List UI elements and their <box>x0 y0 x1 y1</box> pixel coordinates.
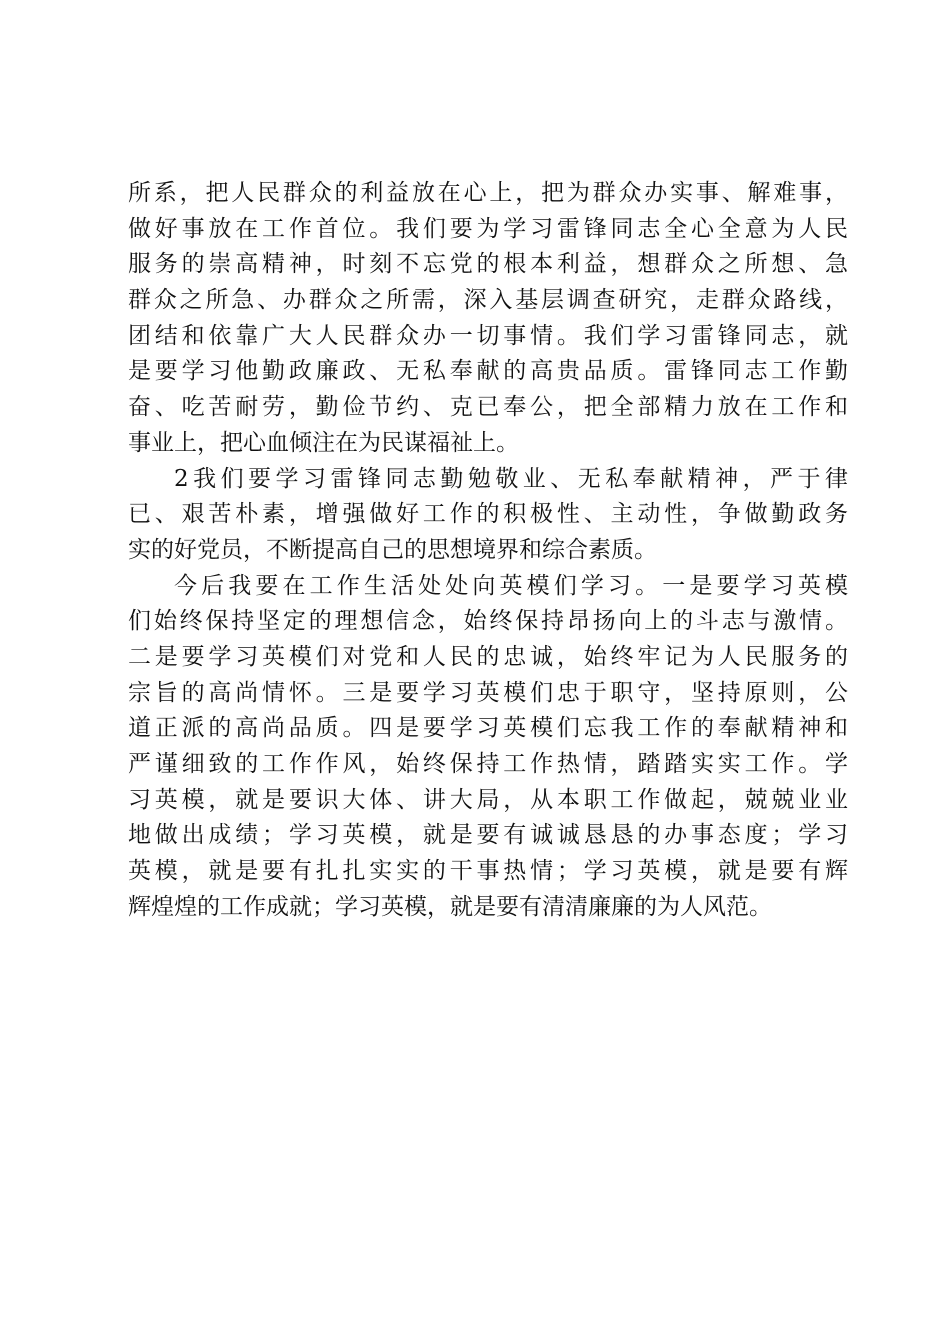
text-line: 2我们要学习雷锋同志勤勉敬业、无私奉献精神，严于律 <box>174 465 848 492</box>
text-line: 辉煌煌的工作成就；学习英模，就是要有清清廉廉的为人风范。 <box>128 893 772 920</box>
text-line: 道正派的高尚品质。四是要学习英模们忘我工作的奉献精神和 <box>128 715 848 742</box>
text-line: 团结和依靠广大人民群众办一切事情。我们学习雷锋同志，就 <box>128 322 848 349</box>
text-line: 奋、吃苦耐劳，勤俭节约、克已奉公，把全部精力放在工作和 <box>128 394 848 421</box>
text-line: 英模，就是要有扎扎实实的干事热情；学习英模，就是要有辉 <box>128 858 848 885</box>
text-line: 群众之所急、办群众之所需，深入基层调查研究，走群众路线， <box>128 287 848 314</box>
text-line: 严谨细致的工作作风，始终保持工作热情，踏踏实实工作。学 <box>128 751 848 777</box>
text-line: 宗旨的高尚情怀。三是要学习英模们忠于职守，坚持原则，公 <box>128 679 848 706</box>
text-line: 实的好党员，不断提高自己的思想境界和综合素质。 <box>128 536 657 563</box>
text-line: 事业上，把心血倾注在为民谋福祉上。 <box>128 429 519 456</box>
text-line: 今后我要在工作生活处处向英模们学习。一是要学习英模 <box>174 572 848 599</box>
text-line: 地做出成绩；学习英模，就是要有诚诚恳恳的办事态度；学习 <box>128 822 848 849</box>
text-line: 所系，把人民群众的利益放在心上，把为群众办实事、解难事， <box>128 180 848 206</box>
text-line: 二是要学习英模们对党和人民的忠诚，始终牢记为人民服务的 <box>128 643 848 670</box>
text-line: 们始终保持坚定的理想信念，始终保持昂扬向上的斗志与激情。 <box>128 608 848 635</box>
body-text <box>128 176 848 925</box>
text-line: 做好事放在工作首位。我们要为学习雷锋同志全心全意为人民 <box>128 215 848 242</box>
text-line: 服务的崇高精神，时刻不忘党的根本利益，想群众之所想、急 <box>128 251 848 278</box>
text-line: 习英模，就是要识大体、讲大局，从本职工作做起，兢兢业业 <box>128 786 848 813</box>
text-line: 已、艰苦朴素，增强做好工作的积极性、主动性，争做勤政务 <box>128 501 848 528</box>
text-line: 是要学习他勤政廉政、无私奉献的高贵品质。雷锋同志工作勤 <box>128 358 848 385</box>
